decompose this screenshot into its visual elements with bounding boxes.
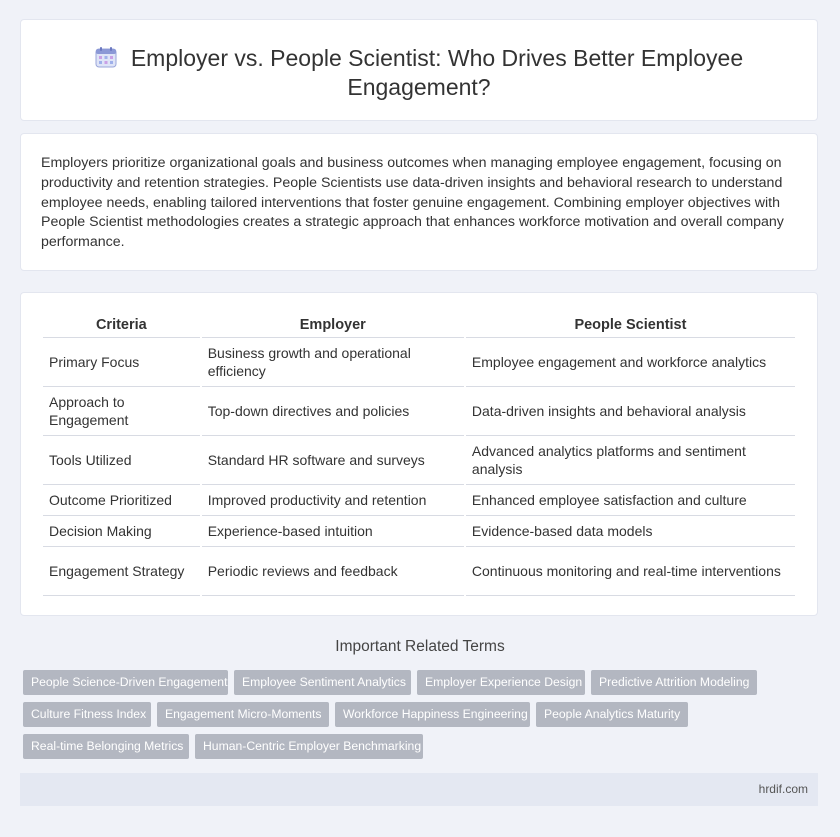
page-title-wrap bbox=[21, 44, 817, 102]
related-term-tag[interactable]: Employee Sentiment Analytics bbox=[234, 670, 411, 695]
related-term-tag[interactable]: Culture Fitness Index bbox=[23, 702, 151, 727]
related-term-tag[interactable]: Predictive Attrition Modeling bbox=[591, 670, 757, 695]
cell-criteria: Primary Focus bbox=[43, 338, 200, 387]
cell-people-scientist: Advanced analytics platforms and sentiment analysis bbox=[466, 436, 795, 485]
related-term-tag[interactable]: Human-Centric Employer Benchmarking bbox=[195, 734, 423, 759]
footer-site-link[interactable]: hrdif.com bbox=[758, 782, 808, 796]
table-header-row bbox=[43, 313, 795, 338]
footer-bar bbox=[20, 773, 818, 806]
related-term-tag[interactable]: Employer Experience Design bbox=[417, 670, 585, 695]
page-title: Employer vs. People Scientist: Who Drives Better Employee Engagement? bbox=[130, 45, 744, 100]
table-row bbox=[43, 547, 795, 596]
related-term-tag[interactable]: Workforce Happiness Engineering bbox=[335, 702, 530, 727]
header-criteria: Criteria bbox=[43, 313, 200, 338]
header-people-scientist: People Scientist bbox=[466, 313, 795, 338]
table-row bbox=[43, 436, 795, 485]
table-row bbox=[43, 516, 795, 547]
summary-card bbox=[20, 133, 818, 271]
cell-employer: Standard HR software and surveys bbox=[202, 436, 464, 485]
comparison-table-card bbox=[20, 292, 818, 616]
cell-people-scientist: Data-driven insights and behavioral analysis bbox=[466, 387, 795, 436]
table-row bbox=[43, 485, 795, 516]
related-term-tag[interactable]: Real-time Belonging Metrics bbox=[23, 734, 189, 759]
cell-employer: Business growth and operational efficiency bbox=[202, 338, 464, 387]
cell-criteria: Approach to Engagement bbox=[43, 387, 200, 436]
cell-employer: Periodic reviews and feedback bbox=[202, 547, 464, 596]
related-term-tag[interactable]: Engagement Micro-Moments bbox=[157, 702, 329, 727]
cell-criteria: Outcome Prioritized bbox=[43, 485, 200, 516]
related-term-tag[interactable]: People Science-Driven Engagement bbox=[23, 670, 228, 695]
cell-employer: Improved productivity and retention bbox=[202, 485, 464, 516]
comparison-table bbox=[41, 313, 797, 596]
cell-criteria: Tools Utilized bbox=[43, 436, 200, 485]
cell-employer: Experience-based intuition bbox=[202, 516, 464, 547]
cell-people-scientist: Evidence-based data models bbox=[466, 516, 795, 547]
table-row bbox=[43, 387, 795, 436]
cell-people-scientist: Employee engagement and workforce analytics bbox=[466, 338, 795, 387]
related-term-tag[interactable]: People Analytics Maturity bbox=[536, 702, 688, 727]
cell-criteria: Engagement Strategy bbox=[43, 547, 200, 596]
cell-employer: Top-down directives and policies bbox=[202, 387, 464, 436]
table-row bbox=[43, 338, 795, 387]
summary-text: Employers prioritize organizational goals and business outcomes when managing employee engagement, focusing on productivity and retention strategies. People Scientists use data-driven insights and behavioral research to understand employee needs, enabling tailored interventions that foster genuine engagement. Combining employer objectives with People Scientist methodologies creates a strategic approach that enhances workforce motivation and overall company performance. bbox=[41, 155, 784, 251]
title-card bbox=[20, 19, 818, 121]
related-terms-title: Important Related Terms bbox=[335, 638, 505, 655]
cell-people-scientist: Continuous monitoring and real-time interventions bbox=[466, 547, 795, 596]
cell-people-scientist: Enhanced employee satisfaction and culture bbox=[466, 485, 795, 516]
cell-criteria: Decision Making bbox=[43, 516, 200, 547]
header-employer: Employer bbox=[202, 313, 464, 338]
calendar-icon bbox=[95, 46, 117, 68]
